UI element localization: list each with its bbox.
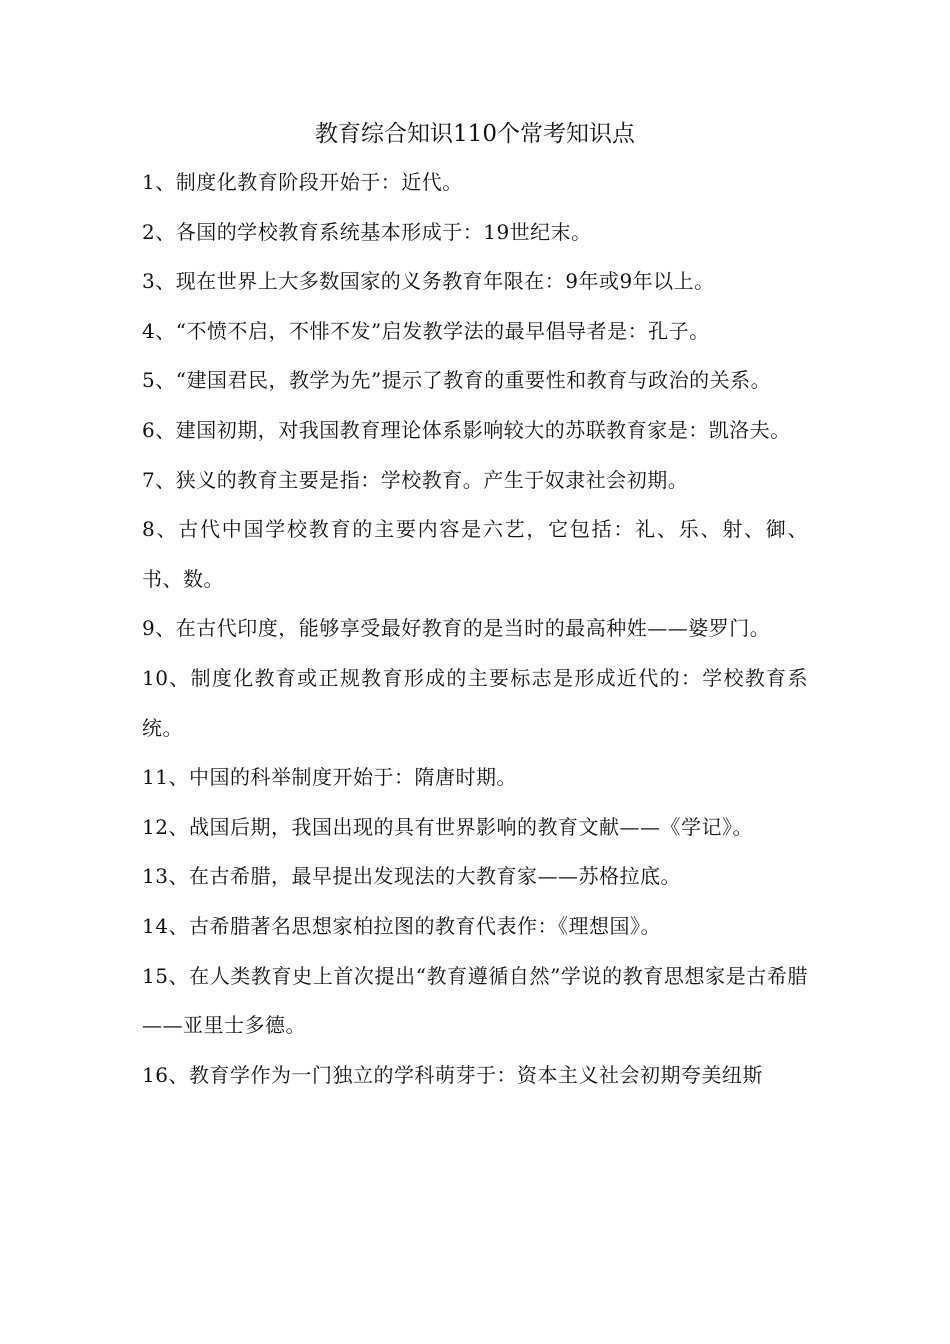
knowledge-point-1: 1、制度化教育阶段开始于：近代。 <box>142 170 463 194</box>
knowledge-point-12: 12、战国后期，我国出现的具有世界影响的教育文献——《学记》。 <box>142 814 753 839</box>
knowledge-point-9: 9、在古代印度，能够享受最好教育的是当时的最高种姓——婆罗门。 <box>142 616 771 641</box>
document-body <box>142 110 808 1100</box>
knowledge-point-3: 3、现在世界上大多数国家的义务教育年限在：9年或9年以上。 <box>142 269 715 294</box>
knowledge-point-7: 7、狭义的教育主要是指：学校教育。产生于奴隶社会初期。 <box>142 467 689 492</box>
knowledge-point-10: 10、制度化教育或正规教育形成的主要标志是形成近代的：学校教育系统。 <box>142 665 808 740</box>
knowledge-point-11: 11、中国的科举制度开始于：隋唐时期。 <box>142 765 517 790</box>
knowledge-point-8: 8、古代中国学校教育的主要内容是六艺，它包括：礼、乐、射、御、书、数。 <box>142 517 808 591</box>
knowledge-point-2: 2、各国的学校教育系统基本形成于：19世纪末。 <box>142 219 592 244</box>
knowledge-point-5: 5、“建国君民，教学为先”提示了教育的重要性和教育与政治的关系。 <box>142 368 772 393</box>
document-title: 教育综合知识110个常考知识点 <box>315 121 635 147</box>
knowledge-point-14: 14、古希腊著名思想家柏拉图的教育代表作：《理想国》。 <box>142 913 661 938</box>
knowledge-point-16: 16、教育学作为一门独立的学科萌芽于：资本主义社会初期夸美纽斯 <box>142 1062 763 1087</box>
knowledge-point-6: 6、建国初期，对我国教育理论体系影响较大的苏联教育家是：凯洛夫。 <box>142 417 791 442</box>
knowledge-point-4: 4、“不愤不启，不悱不发”启发教学法的最早倡导者是：孔子。 <box>142 318 710 343</box>
knowledge-point-13: 13、在古希腊，最早提出发现法的大教育家——苏格拉底。 <box>142 864 681 889</box>
knowledge-point-15: 15、在人类教育史上首次提出“教育遵循自然”学说的教育思想家是古希腊——亚里士多德。 <box>142 963 808 1038</box>
